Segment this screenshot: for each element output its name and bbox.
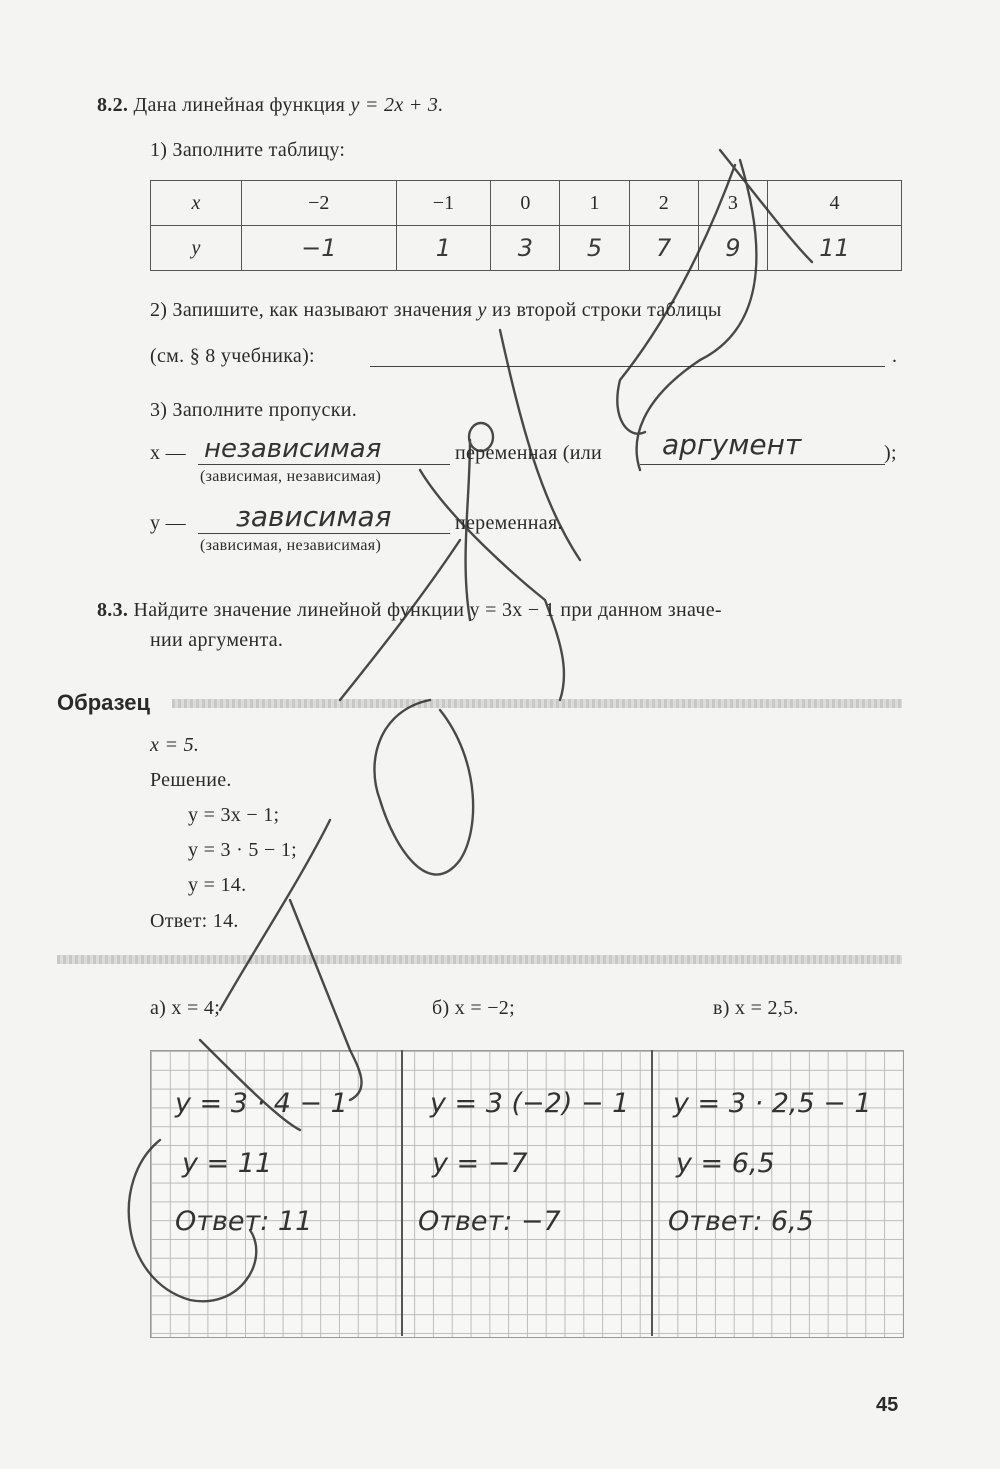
sample-answer: Ответ: 14. xyxy=(150,910,239,932)
task-2-text: 2) Запишите, как называют значения xyxy=(150,299,478,321)
sample-step: y = 3x − 1; xyxy=(188,804,280,826)
y-prefix: y — xyxy=(150,512,186,534)
table-header-x: x xyxy=(151,181,242,226)
part-a-work-2: y = 11 xyxy=(182,1148,273,1179)
x-handwritten-answer-2: аргумент xyxy=(662,428,802,461)
task-3-text: 3) Заполните пропуски. xyxy=(150,399,358,421)
table-cell-handwritten: −1 xyxy=(242,226,397,271)
function-formula: y = 2x + 3. xyxy=(350,94,444,116)
table-cell: −1 xyxy=(396,181,491,226)
task-2-line-2: (см. § 8 учебника): xyxy=(150,345,315,367)
part-c-label: в) x = 2,5. xyxy=(713,997,799,1019)
table-cell: 3 xyxy=(698,181,767,226)
table-header-y: y xyxy=(151,226,242,271)
table-cell-handwritten: 7 xyxy=(629,226,698,271)
table-cell-handwritten: 3 xyxy=(491,226,560,271)
table-cell-handwritten: 11 xyxy=(767,226,901,271)
exercise-number: 8.2. xyxy=(97,94,129,116)
hint-1: (зависимая, независимая) xyxy=(200,468,382,485)
part-b-work-1: y = 3 (−2) − 1 xyxy=(430,1088,630,1119)
sample-step: y = 14. xyxy=(188,874,247,896)
x-prefix: x — xyxy=(150,442,186,464)
table-cell: 0 xyxy=(491,181,560,226)
task-1-text: 1) Заполните таблицу: xyxy=(150,139,346,161)
part-b-label: б) x = −2; xyxy=(432,997,515,1019)
exercise-number: 8.3. xyxy=(97,599,129,621)
table-cell-handwritten: 9 xyxy=(698,226,767,271)
part-a-work-3: Ответ: 11 xyxy=(175,1206,313,1237)
task-2-dot: . xyxy=(892,345,898,367)
x-middle-text: переменная (или xyxy=(455,442,603,464)
exercise-intro: Дана линейная функция xyxy=(133,94,351,116)
part-a-work-1: y = 3 · 4 − 1 xyxy=(175,1088,348,1119)
sample-given-text: x = 5. xyxy=(150,734,200,756)
table-cell: 1 xyxy=(560,181,629,226)
part-c-work-1: y = 3 · 2,5 − 1 xyxy=(673,1088,872,1119)
table-cell: 4 xyxy=(767,181,901,226)
sample-step: y = 3 · 5 − 1; xyxy=(188,839,297,861)
task-2-text-b: из второй строки таблицы xyxy=(486,299,722,321)
part-b-work-3: Ответ: −7 xyxy=(418,1206,561,1237)
x-end: ); xyxy=(884,442,897,464)
y-handwritten-answer: зависимая xyxy=(236,500,392,533)
table-cell-handwritten: 1 xyxy=(396,226,491,271)
table-cell-handwritten: 5 xyxy=(560,226,629,271)
table-cell: −2 xyxy=(242,181,397,226)
part-c-work-2: y = 6,5 xyxy=(676,1148,775,1179)
task-2-var: y xyxy=(477,299,487,321)
part-c-work-3: Ответ: 6,5 xyxy=(668,1206,814,1237)
part-b-work-2: y = −7 xyxy=(432,1148,528,1179)
part-a-label: а) x = 4; xyxy=(150,997,221,1019)
sample-title: Образец xyxy=(57,690,151,715)
table-cell: 2 xyxy=(629,181,698,226)
x-handwritten-answer: независимая xyxy=(204,434,382,464)
sample-solution-label: Решение. xyxy=(150,769,232,791)
exercise-text-line-2: нии аргумента. xyxy=(150,629,284,651)
hint-2: (зависимая, независимая) xyxy=(200,537,382,554)
page-number: 45 xyxy=(876,1394,899,1416)
y-middle-text: переменная. xyxy=(455,512,563,534)
exercise-text-line-1: Найдите значение линейной функции y = 3x − 1 при данном значе- xyxy=(133,599,722,621)
